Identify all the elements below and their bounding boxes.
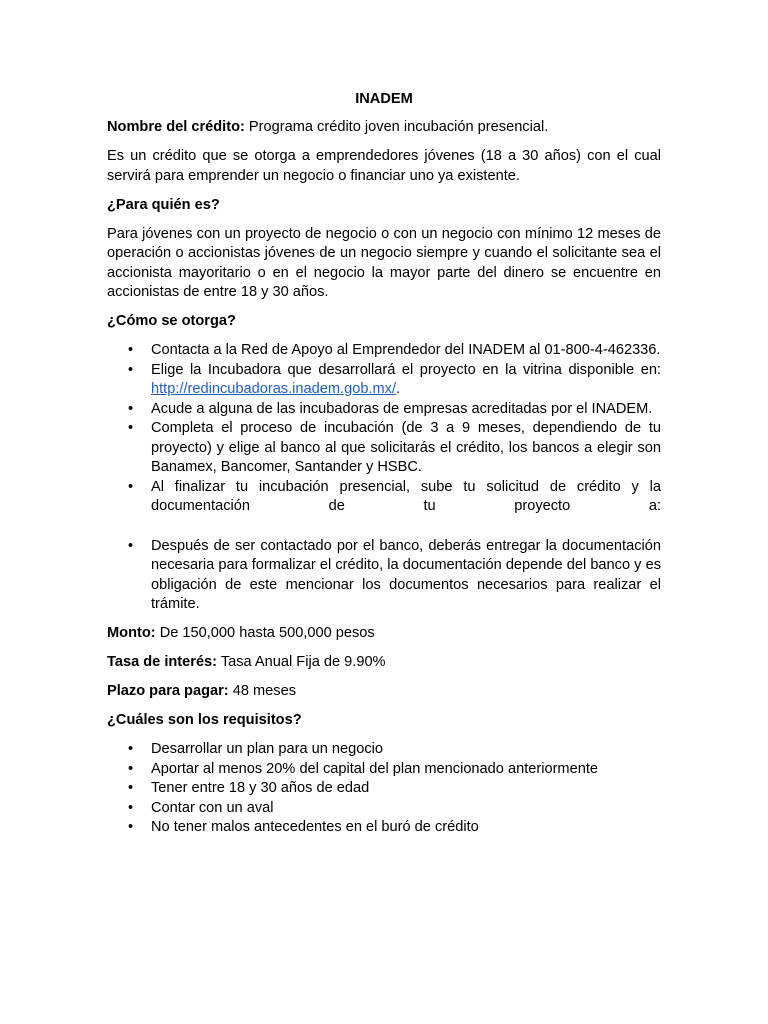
plazo-value: 48 meses: [232, 683, 296, 699]
tasa-value: Tasa Anual Fija de 9.90%: [220, 654, 386, 670]
monto-value: De 150,000 hasta 500,000 pesos: [159, 625, 375, 641]
para-quien-paragraph: Para jóvenes con un proyecto de negocio o con un negocio con mínimo 12 meses de operación o accionistas jóvenes de un negocio siempre y cuando el solicitante sea el accionista mayoritario o en el negocio la mayor parte del dinero se encuentre en accionistas de entre 18 y 30 años.: [107, 225, 661, 300]
credit-name-label: Nombre del crédito:: [107, 119, 245, 135]
step2-period: .: [396, 381, 401, 397]
plazo-label: Plazo para pagar:: [107, 683, 229, 699]
list-item: [107, 361, 661, 400]
requisitos-list: [107, 740, 661, 838]
plazo-paragraph: [107, 682, 661, 702]
list-item: • Completa el proceso de incubación (de 3 a 9 meses, dependiendo de tu proyecto) y elige al banco al que solicitarás el crédito, los bancos a elegir son Banamex, Bancomer, Santander y HSBC.: [107, 419, 661, 478]
redincubadoras-link[interactable]: http://redincubadoras.inadem.gob.mx/: [151, 381, 396, 397]
list-item: • Tener entre 18 y 30 años de edad: [107, 779, 661, 799]
monto-paragraph: [107, 624, 661, 644]
credit-name-paragraph: [107, 118, 661, 138]
list-item: • Desarrollar un plan para un negocio: [107, 740, 661, 760]
intro-paragraph: Es un crédito que se otorga a emprendedores jóvenes (18 a 30 años) con el cual servirá para emprender un negocio o financiar uno ya existente.: [107, 148, 661, 184]
para-quien-heading: ¿Para quién es?: [107, 196, 220, 213]
document-title: INADEM: [355, 91, 413, 107]
credit-name-value: Programa crédito joven incubación presencial.: [248, 119, 549, 135]
step2-text: Elige la Incubadora que desarrollará el proyecto en la vitrina disponible en:: [151, 361, 661, 378]
step3-text: Acude a alguna de las incubadoras de empresas acreditadas por el INADEM.: [151, 400, 653, 417]
list-item: • Al finalizar tu incubación presencial, sube tu solicitud de crédito y la documentación de tu proyecto a:: [107, 478, 661, 517]
list-item: • Después de ser contactado por el banco, deberás entregar la documentación necesaria para formalizar el crédito, la documentación depende del banco y es obligación de este mencionar los documentos necesarios para realizar el trámite.: [107, 537, 661, 615]
tasa-paragraph: [107, 653, 661, 673]
list-item: • No tener malos antecedentes en el buró de crédito: [107, 818, 661, 838]
monto-label: Monto:: [107, 625, 156, 641]
list-item: [107, 400, 661, 420]
list-item: • Contacta a la Red de Apoyo al Emprendedor del INADEM al 01-800-4-462336.: [107, 341, 661, 361]
requisitos-heading: ¿Cuáles son los requisitos?: [107, 712, 302, 728]
como-otorga-list: [107, 341, 661, 615]
list-item: • Aportar al menos 20% del capital del plan mencionado anteriormente: [107, 760, 661, 780]
como-otorga-heading: ¿Cómo se otorga?: [107, 313, 236, 329]
list-item: • Contar con un aval: [107, 799, 661, 819]
tasa-label: Tasa de interés:: [107, 654, 218, 670]
